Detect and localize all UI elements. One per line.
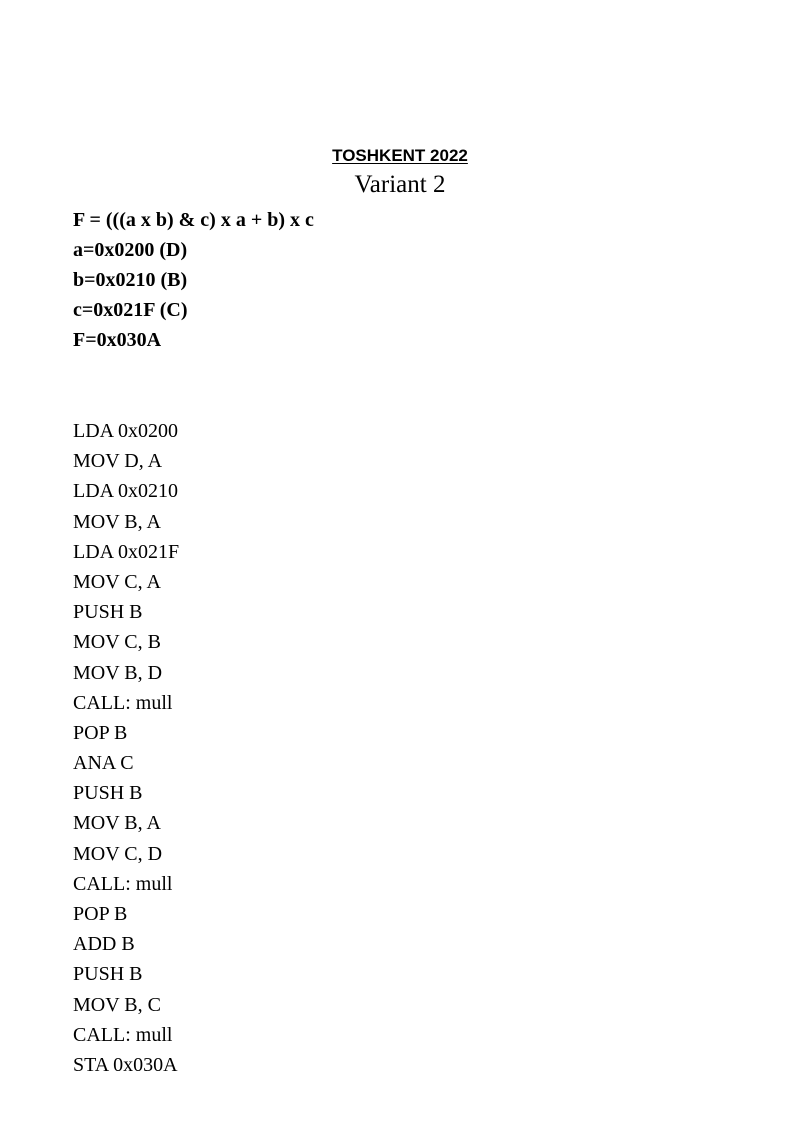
document-heading: TOSHKENT 2022	[332, 146, 468, 165]
code-line: STA 0x030A	[73, 1053, 178, 1076]
code-line: PUSH B	[73, 782, 143, 805]
code-line: ADD B	[73, 933, 135, 956]
code-line: MOV C, A	[73, 570, 161, 593]
code-line: MOV B, A	[73, 510, 161, 533]
code-line: MOV B, D	[73, 661, 163, 684]
code-line: MOV C, B	[73, 631, 161, 654]
code-line: POP B	[73, 721, 128, 744]
code-line: PUSH B	[73, 601, 143, 624]
given-values-list	[73, 205, 314, 355]
code-line: LDA 0x0200	[73, 420, 178, 442]
code-line: MOV C, D	[73, 842, 163, 865]
code-line: CALL: mull	[73, 872, 173, 895]
code-line: PUSH B	[73, 963, 143, 986]
formula-line: F = (((a x b) & c) x a + b) x c	[73, 209, 314, 231]
code-line: LDA 0x0210	[73, 480, 178, 503]
code-line: CALL: mull	[73, 1023, 173, 1046]
code-line: POP B	[73, 903, 128, 925]
code-line: CALL: mull	[73, 691, 173, 714]
result-f-line: F=0x030A	[73, 329, 162, 351]
code-line: MOV D, A	[73, 450, 163, 473]
code-line: LDA 0x021F	[73, 540, 180, 563]
code-line: ANA C	[73, 752, 134, 775]
code-line: MOV B, C	[73, 993, 161, 1016]
variable-b-line: b=0x0210 (B)	[73, 269, 188, 291]
assembly-code-listing	[73, 416, 179, 1080]
variable-a-line: a=0x0200 (D)	[73, 239, 188, 261]
variant-title: Variant 2	[354, 171, 446, 198]
variable-c-line: c=0x021F (C)	[73, 299, 188, 321]
code-line: MOV B, A	[73, 812, 161, 835]
